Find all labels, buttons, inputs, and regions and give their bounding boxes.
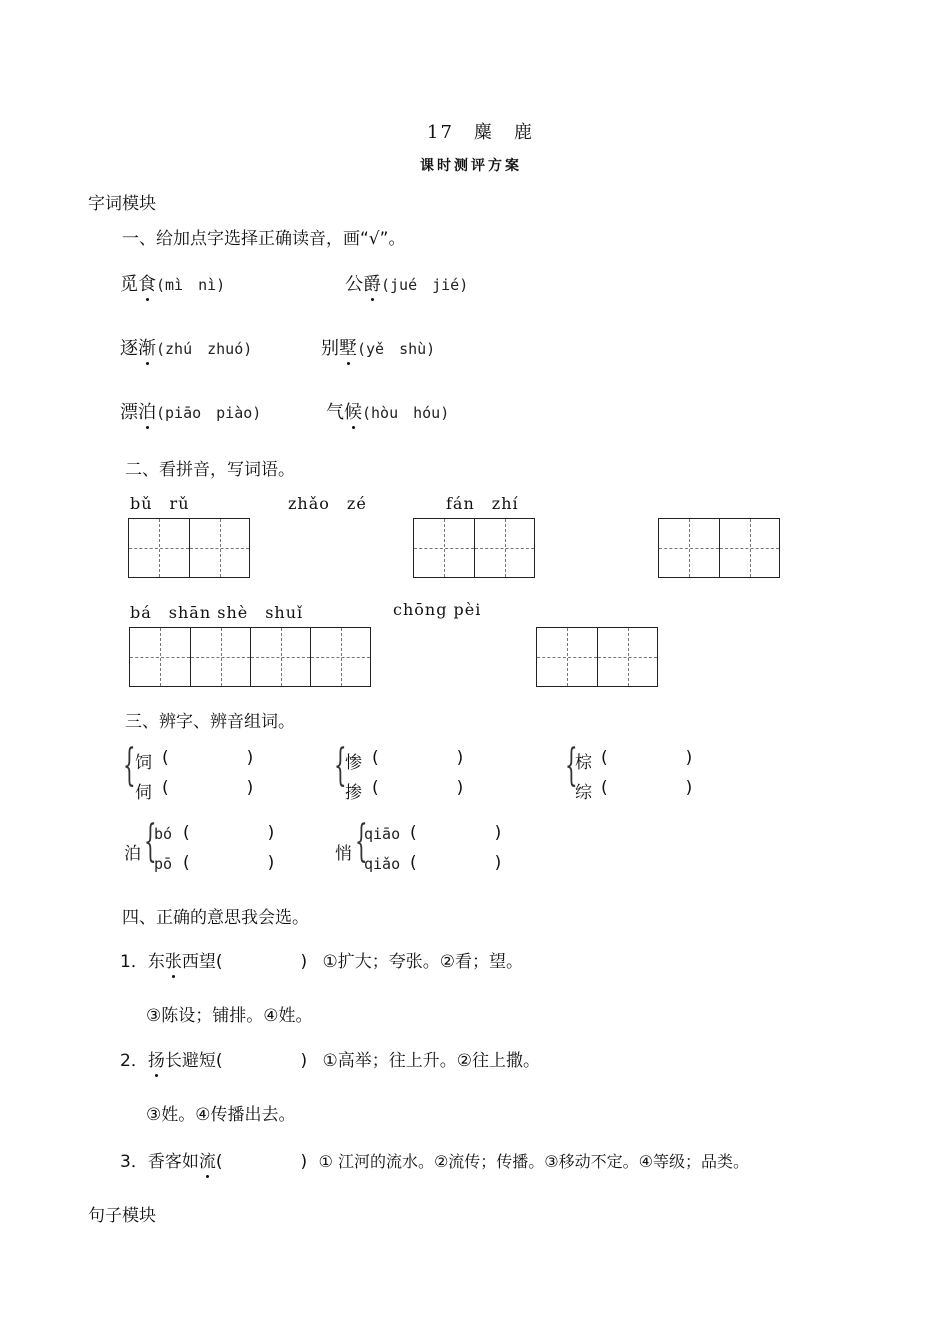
polyphone-reading: bó bbox=[154, 825, 173, 843]
grid-cell[interactable] bbox=[189, 519, 249, 577]
paren-open: ( bbox=[162, 778, 169, 798]
answer-paren[interactable] bbox=[162, 778, 253, 798]
brace-icon: { bbox=[144, 816, 157, 867]
paren-close: ) bbox=[246, 748, 254, 768]
word-char: 漂 bbox=[120, 402, 138, 423]
char-pair-2b bbox=[345, 778, 362, 803]
paren-open: ( bbox=[215, 1152, 223, 1172]
q1-item-5 bbox=[120, 398, 261, 424]
polyphone-reading: pō bbox=[154, 855, 173, 873]
writing-grid-5[interactable] bbox=[536, 627, 658, 687]
answer-paren[interactable] bbox=[216, 952, 307, 972]
paren-close: ) bbox=[300, 952, 308, 972]
paren-open: ( bbox=[601, 778, 608, 798]
answer-paren[interactable] bbox=[601, 748, 692, 768]
pinyin-label-1: bǔ rǔ bbox=[130, 494, 190, 513]
paren-open: ( bbox=[601, 748, 608, 768]
paren-open: ( bbox=[215, 952, 223, 972]
brace-icon: { bbox=[355, 816, 368, 867]
answer-paren[interactable] bbox=[216, 1051, 307, 1071]
dotted-char: 渐 bbox=[138, 338, 156, 359]
grid-cell[interactable] bbox=[597, 628, 657, 686]
polyphone-char-2: 悄 bbox=[335, 844, 352, 864]
char: 惨 bbox=[345, 753, 362, 773]
q2-heading: 二、看拼音，写词语。 bbox=[125, 460, 295, 480]
paren-close: ) bbox=[267, 823, 275, 843]
grid-cell[interactable] bbox=[414, 519, 474, 577]
char-pair-3b bbox=[575, 778, 592, 803]
brace-icon: { bbox=[565, 740, 578, 791]
page-subtitle: 课时测评方案 bbox=[420, 158, 522, 174]
q1-item-3 bbox=[120, 334, 252, 360]
word-part: 东 bbox=[147, 952, 165, 972]
q1-heading: 一、给加点字选择正确读音，画“√”。 bbox=[122, 229, 406, 249]
item-number: 2． bbox=[120, 1051, 148, 1071]
q3-heading: 三、辨字、辨音组词。 bbox=[125, 712, 295, 732]
paren-close: ) bbox=[494, 853, 502, 873]
word-part: 西望 bbox=[181, 952, 216, 972]
char: 棕 bbox=[575, 753, 592, 773]
paren-open: ( bbox=[410, 823, 417, 843]
item-number: 3． bbox=[120, 1152, 148, 1172]
char-pair-2a bbox=[345, 748, 362, 773]
dotted-char: 爵 bbox=[363, 274, 381, 295]
writing-grid-3[interactable] bbox=[658, 518, 780, 578]
meaning-options: ① 江河的流水。②流传；传播。③移动不定。④等级；品类。 bbox=[318, 1152, 749, 1171]
paren-open: ( bbox=[372, 748, 379, 768]
char: 掺 bbox=[345, 783, 362, 803]
char-pair-1a bbox=[135, 748, 152, 773]
char-pair-3a bbox=[575, 748, 592, 773]
grid-cell[interactable] bbox=[474, 519, 534, 577]
q4-item-2-cont: ③姓。④传播出去。 bbox=[146, 1105, 296, 1125]
q1-item-1 bbox=[120, 270, 225, 296]
paren-open: ( bbox=[372, 778, 379, 798]
paren-open: ( bbox=[215, 1051, 223, 1071]
answer-paren[interactable] bbox=[216, 1152, 307, 1172]
dotted-char: 张 bbox=[164, 952, 182, 972]
paren-close: ) bbox=[246, 778, 254, 798]
paren-close: ) bbox=[685, 748, 693, 768]
grid-cell[interactable] bbox=[130, 628, 190, 686]
dotted-char: 墅 bbox=[339, 338, 357, 359]
brace-icon: { bbox=[123, 740, 136, 791]
answer-paren[interactable] bbox=[372, 748, 463, 768]
writing-grid-2[interactable] bbox=[413, 518, 535, 578]
q4-item-2 bbox=[120, 1046, 540, 1071]
answer-paren[interactable] bbox=[183, 823, 274, 843]
dotted-char: 流 bbox=[198, 1152, 216, 1172]
paren-close: ) bbox=[685, 778, 693, 798]
paren-open: ( bbox=[183, 823, 190, 843]
word-char: 公 bbox=[345, 274, 363, 295]
pinyin-options[interactable]: (jué jié) bbox=[381, 276, 469, 294]
pinyin-options[interactable]: (zhú zhuó) bbox=[156, 340, 253, 358]
paren-close: ) bbox=[456, 778, 464, 798]
pinyin-options[interactable]: (piāo piào) bbox=[156, 404, 262, 422]
pinyin-label-4: bá shān shè shuǐ bbox=[130, 603, 304, 622]
q4-item-3 bbox=[120, 1147, 749, 1172]
grid-cell[interactable] bbox=[129, 519, 189, 577]
paren-close: ) bbox=[300, 1051, 308, 1071]
word-char: 逐 bbox=[120, 338, 138, 359]
answer-paren[interactable] bbox=[162, 748, 253, 768]
q1-item-2 bbox=[345, 270, 468, 296]
paren-close: ) bbox=[456, 748, 464, 768]
pinyin-options[interactable]: (yě shù) bbox=[357, 340, 436, 358]
answer-paren[interactable] bbox=[372, 778, 463, 798]
page-title: 17 麋 鹿 bbox=[427, 122, 534, 143]
word-part: 长避短 bbox=[164, 1051, 216, 1071]
paren-close: ) bbox=[267, 853, 275, 873]
answer-paren[interactable] bbox=[183, 853, 274, 873]
q4-item-1 bbox=[120, 947, 523, 972]
writing-grid-1[interactable] bbox=[128, 518, 250, 578]
dotted-char: 扬 bbox=[147, 1051, 165, 1071]
dotted-char: 食 bbox=[138, 274, 156, 295]
q4-item-1-cont: ③陈设；铺排。④姓。 bbox=[146, 1006, 313, 1026]
meaning-options: ①高举；往上升。②往上撒。 bbox=[322, 1051, 540, 1071]
pinyin-label-2: zhǎo zé bbox=[288, 494, 367, 513]
polyphone-char-1: 泊 bbox=[124, 844, 141, 864]
paren-open: ( bbox=[183, 853, 190, 873]
grid-cell[interactable] bbox=[190, 628, 250, 686]
module-heading-words: 字词模块 bbox=[88, 194, 156, 214]
pinyin-label-3: fán zhí bbox=[446, 494, 519, 513]
polyphone-reading: qiāo bbox=[364, 825, 401, 843]
brace-icon: { bbox=[334, 740, 347, 791]
word-char: 觅 bbox=[120, 274, 138, 295]
writing-grid-4[interactable] bbox=[129, 627, 371, 687]
grid-cell[interactable] bbox=[719, 519, 779, 577]
paren-open: ( bbox=[162, 748, 169, 768]
q1-item-6 bbox=[326, 398, 449, 424]
char-pair-1b bbox=[135, 778, 152, 803]
item-number: 1． bbox=[120, 952, 148, 972]
grid-cell[interactable] bbox=[659, 519, 719, 577]
paren-open: ( bbox=[410, 853, 417, 873]
word-char: 气 bbox=[326, 402, 344, 423]
paren-close: ) bbox=[494, 823, 502, 843]
pinyin-label-5: chōng pèi bbox=[393, 600, 482, 619]
answer-paren[interactable] bbox=[601, 778, 692, 798]
q1-item-4 bbox=[321, 334, 435, 360]
answer-paren[interactable] bbox=[410, 853, 501, 873]
dotted-char: 泊 bbox=[138, 402, 156, 423]
q4-heading: 四、正确的意思我会选。 bbox=[122, 908, 309, 928]
pinyin-options[interactable]: (mì nì) bbox=[156, 276, 226, 294]
char: 综 bbox=[575, 783, 592, 803]
meaning-options: ①扩大；夸张。②看；望。 bbox=[322, 952, 523, 972]
pinyin-options[interactable]: (hòu hóu) bbox=[362, 404, 450, 422]
grid-cell[interactable] bbox=[310, 628, 370, 686]
grid-cell[interactable] bbox=[250, 628, 310, 686]
grid-cell[interactable] bbox=[537, 628, 597, 686]
paren-close: ) bbox=[300, 1152, 308, 1172]
answer-paren[interactable] bbox=[410, 823, 501, 843]
word-char: 别 bbox=[321, 338, 339, 359]
char: 伺 bbox=[135, 783, 152, 803]
module-heading-sentences: 句子模块 bbox=[88, 1206, 156, 1226]
dotted-char: 候 bbox=[344, 402, 362, 423]
word-part: 香客如 bbox=[147, 1152, 199, 1172]
char: 饲 bbox=[135, 753, 152, 773]
polyphone-reading: qiǎo bbox=[364, 855, 401, 873]
